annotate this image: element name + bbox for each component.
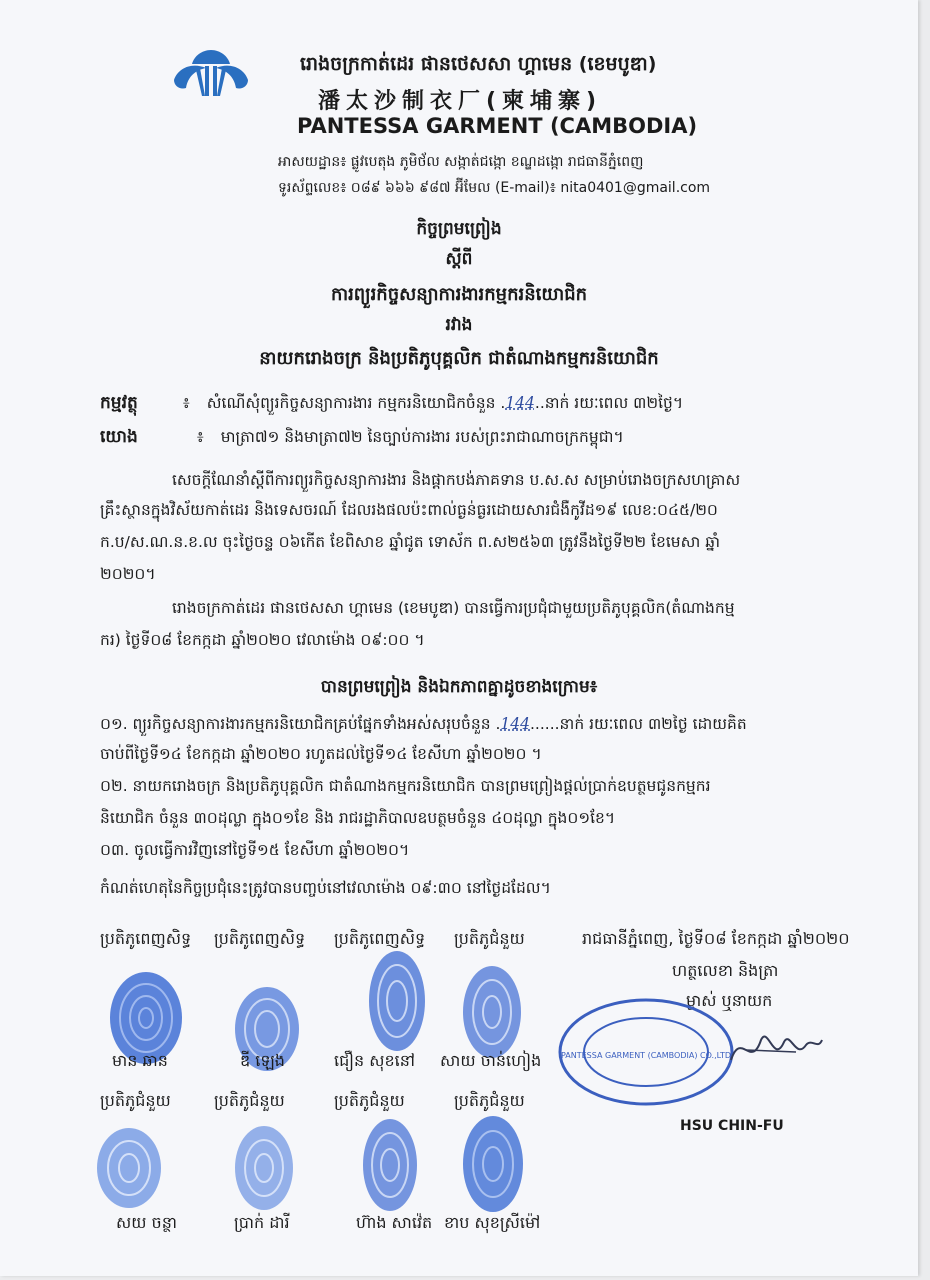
- signatory-6-label: ប្រតិភូជំនួយ: [214, 1091, 285, 1110]
- reference-label: យោង: [100, 427, 138, 447]
- paragraph1-line1: សេចក្តីណែនាំស្តីពីការព្យួរកិច្ចសន្យាការងារ និងផ្តាកបង់ភាគទាន ប.ស.ស សម្រាប់រោងចក្រសហគ្រាស: [172, 471, 741, 489]
- handwritten-signature-icon: [726, 1020, 826, 1080]
- company-logo-icon: [172, 48, 250, 98]
- company-address: អាសយដ្ឋាន៖ ផ្លូវបេតុង ភូមិថ័ល សង្កាត់ជង្កោ ខណ្ឌដង្កោ រាជធានីភ្នំពេញ: [278, 154, 644, 170]
- signatory-1-label: ប្រតិភូពេញសិទ្ធ: [100, 929, 192, 948]
- company-name-english: PANTESSA GARMENT (CAMBODIA): [297, 114, 698, 138]
- closing-note: កំណត់ហេតុនៃកិច្ចប្រជុំនេះត្រូវបានបញ្ចប់នៅវេលាម៉ោង ០៩:៣០ នៅថ្ងៃដដែល។: [100, 879, 551, 897]
- signatory-8-label: ប្រតិភូជំនួយ: [454, 1091, 525, 1110]
- signatory-6-name: ប្រាក់ ដារី: [234, 1213, 290, 1232]
- item1-line2: ចាប់ពីថ្ងៃទី១៤ ខែកក្កដា ឆ្នាំ២០២០ រហូតដល់ថ្ងៃទី១៤ ខែសីហា ឆ្នាំ២០២០ ។: [100, 745, 542, 763]
- item1-text-before: ០១. ព្យួរកិច្ចសន្យាការងារកម្មករនិយោជិកគ្រប់ផ្នែកទាំងអស់សរុបចំនួន .: [100, 715, 501, 733]
- title-regarding: ស្តីពី: [445, 249, 473, 269]
- signatory-7-label: ប្រតិភូជំនួយ: [334, 1091, 405, 1110]
- owner-director-label: ម្ចាស់ ឬនាយក: [686, 991, 773, 1010]
- paragraph2-line1: រោងចក្រកាត់ដេរ ផានថេសសា ហ្គាមេន (ខេមបូឌា) បានធ្វើការប្រជុំជាមួយប្រតិភូបុគ្គលិក(តំណាងកម្ម: [172, 599, 735, 617]
- signing-date-place: រាជធានីភ្នំពេញ, ថ្ងៃទី០៨ ខែកក្កដា ឆ្នាំ២០២០: [582, 929, 850, 948]
- subject-text-after: ..នាក់ រយៈពេល ៣២ថ្ងៃ។: [534, 394, 684, 412]
- company-seal-icon: [556, 996, 736, 1108]
- company-name-khmer: រោងចក្រកាត់ដេរ ផានថេសសា ហ្គាមេន (ខេមបូឌា): [300, 53, 657, 75]
- fingerprint-icon: [360, 1116, 420, 1214]
- item2-line1: ០២. នាយករោងចក្រ និងប្រតិភូបុគ្គលិក ជាតំណាងកម្មករនិយោជិក បានព្រមព្រៀងផ្តល់ប្រាក់ឧបត្ថមជូនកម្មករ: [100, 777, 711, 795]
- signatory-8-name: ខាប សុខស្រីម៉ៅ: [444, 1213, 541, 1232]
- subject-handwritten-count: 144: [505, 394, 535, 412]
- signatory-5-name: សយ ចន្ថា: [116, 1213, 177, 1232]
- paragraph1-line3: ក.ប/ស.ណ.ន.ខ.ល ចុះថ្ងៃចន្ទ ០៦កើត ខែពិសាខ ឆ្នាំជូត ទោស័ក ព.ស២៥៦៣ ត្រូវនឹងថ្ងៃទី២២ ខែមេសា ឆ្នាំ: [100, 533, 720, 551]
- item1-text-after: ......នាក់ រយៈពេល ៣២ថ្ងៃ ដោយគិត: [530, 715, 747, 733]
- title-between: រវាង: [445, 315, 473, 335]
- title-suspension: ការព្យួរកិច្ចសន្យាការងារកម្មករនិយោជិក: [330, 284, 588, 305]
- signatory-1-name: មាន ឆាន: [112, 1051, 168, 1070]
- subject-row: [100, 392, 683, 417]
- item3: ០៣. ចូលធ្វើការវិញនៅថ្ងៃទី១៥ ខែសីហា ឆ្នាំ២០២០។: [100, 841, 410, 859]
- company-contact: ទូរស័ព្ទលេខ៖ ០៨៩ ៦៦៦ ៩៨៧ អ៊ីមែល (E-mail)៖ nita0401@gmail.com: [278, 180, 711, 196]
- signer-name: HSU CHIN-FU: [680, 1118, 784, 1134]
- reference-row: [100, 426, 624, 451]
- signatory-4-label: ប្រតិភូជំនួយ: [454, 929, 525, 948]
- subject-text-before: សំណើសុំព្យួរកិច្ចសន្យាការងារ កម្មករនិយោជិកចំនួន .: [206, 394, 506, 412]
- subject-sep: ៖: [182, 394, 190, 412]
- reference-text: មាត្រា៧១ និងមាត្រា៧២ នៃច្បាប់ការងារ របស់ព្រះរាជាណាចក្រកម្ពុជា។: [220, 428, 624, 446]
- title-parties: នាយករោងចក្រ និងប្រតិភូបុគ្គលិក ជាតំណាងកម្មករនិយោជិក: [259, 348, 659, 369]
- company-name-chinese: 潘太沙制衣厂(柬埔寨): [318, 89, 603, 114]
- agreement-heading: បានព្រមព្រៀង និងឯកភាពគ្នាដូចខាងក្រោម៖: [320, 677, 598, 697]
- title-agreement: កិច្ចព្រមព្រៀង: [416, 219, 502, 239]
- signatory-3-label: ប្រតិភូពេញសិទ្ធ: [334, 929, 426, 948]
- reference-sep: ៖: [196, 428, 204, 446]
- fingerprint-icon: [232, 1122, 296, 1214]
- seal-english-name: PANTESSA GARMENT (CAMBODIA) CO.,LTD: [560, 1051, 732, 1060]
- fingerprint-icon: [460, 962, 524, 1062]
- paragraph1-line4: ២០២០។: [100, 565, 156, 583]
- signatory-2-label: ប្រតិភូពេញសិទ្ធ: [214, 929, 306, 948]
- paragraph2-line2: ករ) ថ្ងៃទី០៨ ខែកក្កដា ឆ្នាំ២០២០ វេលាម៉ោង ០៩:០០ ។: [100, 631, 425, 649]
- fingerprint-icon: [94, 1124, 164, 1212]
- signatory-4-name: សាយ ចាន់ហៀង: [440, 1051, 542, 1070]
- item1-handwritten-count: 144: [500, 715, 530, 733]
- signatory-7-name: ហ៊ាង សាវ៉េត: [356, 1213, 433, 1232]
- signatory-5-label: ប្រតិភូជំនួយ: [100, 1091, 171, 1110]
- item2-line2: និយោជិក ចំនួន ៣០ដុល្លា ក្នុង០១ខែ និង រាជរដ្ឋាភិបាលឧបត្ថមចំនួន ៤០ដុល្លា ក្នុង០១ខែ។: [100, 809, 616, 827]
- signatory-2-name: ឌី ឡេង: [240, 1051, 285, 1070]
- paragraph1-line2: គ្រឹះស្ថានក្នុងវិស័យកាត់ដេរ និងទេសចរណ៍ ដែលរងផលប៉ះពាល់ធ្ងន់ធ្ងរដោយសារជំងឺកូវីដ១៩ លេខ:០៤៥/២០: [100, 501, 718, 519]
- subject-label: កម្មវត្ថុ: [100, 393, 138, 413]
- signature-and-seal-label: ហត្ថលេខា និងត្រា: [672, 961, 779, 980]
- fingerprint-icon: [366, 948, 428, 1054]
- signatory-3-name: ជឿន សុខនៅ: [334, 1051, 415, 1070]
- item1-line1: [100, 714, 747, 737]
- fingerprint-icon: [460, 1112, 526, 1216]
